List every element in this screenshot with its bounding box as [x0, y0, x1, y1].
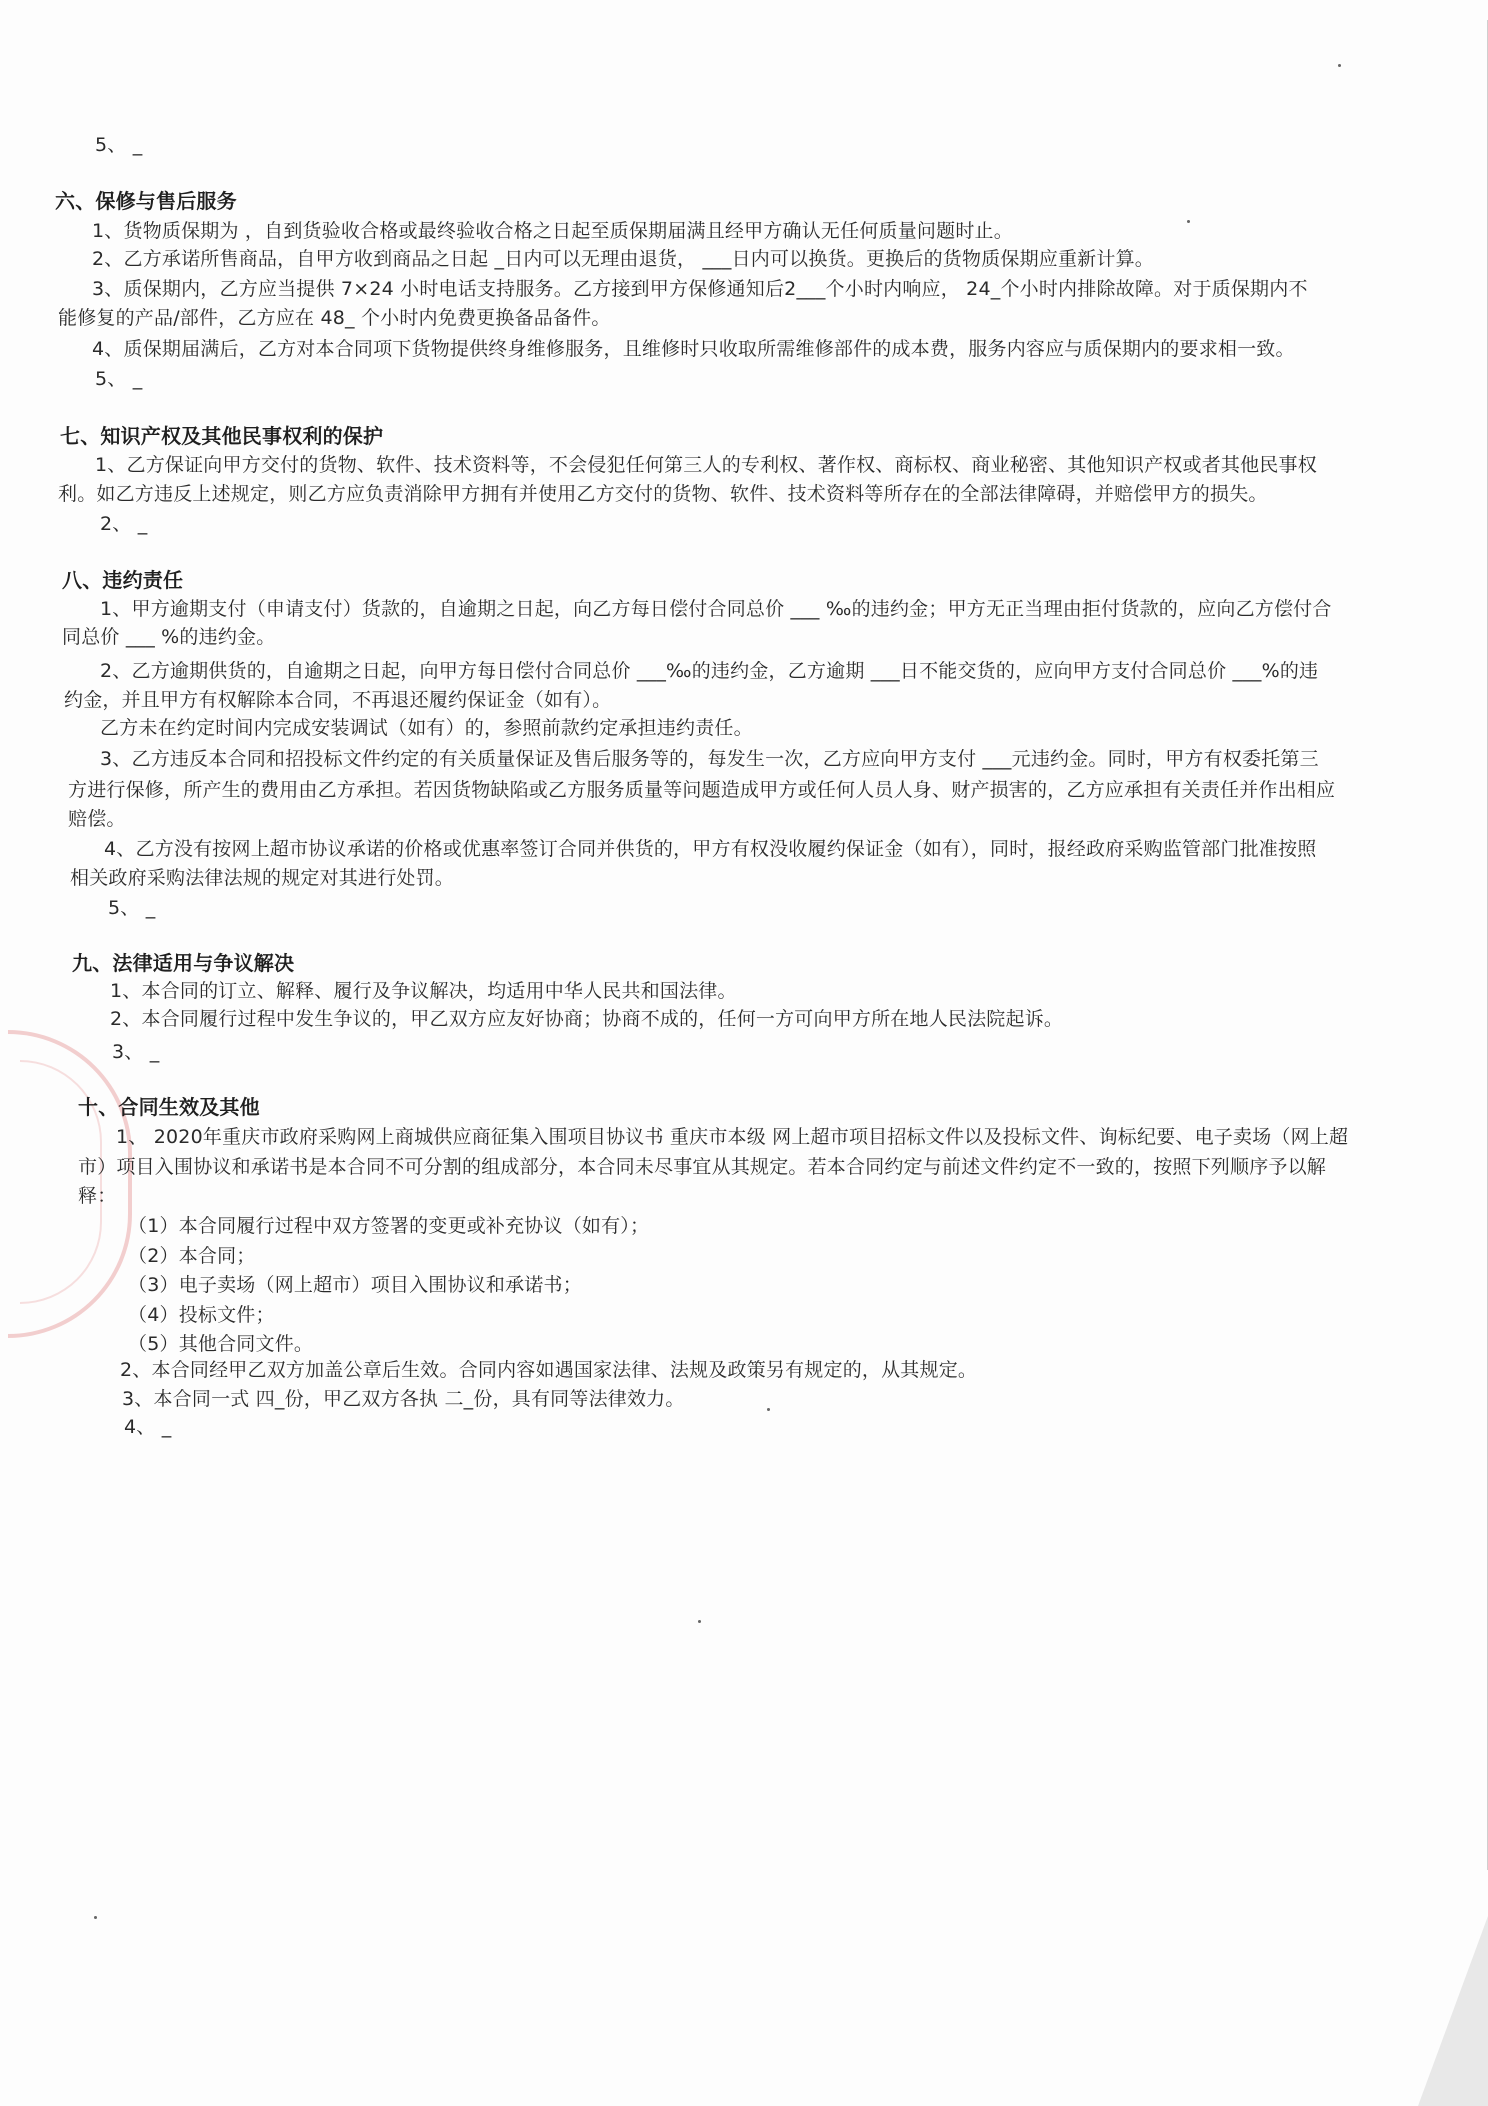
- list-item: 5、 _: [95, 134, 143, 156]
- paragraph-line: 3、本合同一式 四_份，甲乙双方各执 二_份，具有同等法律效力。: [122, 1388, 685, 1410]
- section-heading-effectiveness: 十、合同生效及其他: [78, 1095, 260, 1119]
- section-heading-liability: 八、违约责任: [62, 568, 184, 592]
- list-item: 4、 _: [124, 1416, 172, 1438]
- paragraph-line: 1、甲方逾期支付（申请支付）货款的，自逾期之日起，向乙方每日偿付合同总价 ___ ‰的违约金；甲方无正当理由拒付货款的，应向乙方偿付合: [100, 598, 1332, 620]
- paragraph-line: 3、乙方违反本合同和招投标文件约定的有关质量保证及售后服务等的，每发生一次，乙方应向甲方支付 ___元违约金。同时，甲方有权委托第三: [100, 748, 1319, 770]
- list-item: （1）本合同履行过程中双方签署的变更或补充协议（如有）；: [128, 1215, 650, 1237]
- paragraph-line: 方进行保修，所产生的费用由乙方承担。若因货物缺陷或乙方服务质量等问题造成甲方或任何人员人身、财产损害的，乙方应承担有关责任并作出相应: [68, 779, 1336, 801]
- paragraph-line: 3、质保期内，乙方应当提供 7×24 小时电话支持服务。乙方接到甲方保修通知后2___个小时内响应， 24_个小时内排除故障。对于质保期内不: [92, 278, 1308, 300]
- paragraph-line: 相关政府采购法律法规的规定对其进行处罚。: [70, 867, 455, 889]
- paragraph-line: 2、本合同履行过程中发生争议的，甲乙双方应友好协商；协商不成的，任何一方可向甲方所在地人民法院起诉。: [110, 1008, 1064, 1030]
- scan-speck: [698, 1620, 701, 1623]
- section-heading-law: 九、法律适用与争议解决: [72, 951, 295, 975]
- list-item: （5）其他合同文件。: [128, 1333, 314, 1355]
- paragraph-line: 约金，并且甲方有权解除本合同，不再退还履约保证金（如有）。: [64, 689, 612, 711]
- paragraph-line: 2、乙方承诺所售商品，自甲方收到商品之日起 _日内可以无理由退货， ___日内可以换货。更换后的货物质保期应重新计算。: [92, 248, 1154, 270]
- paragraph-line: 释：: [78, 1185, 117, 1207]
- paragraph-line: 市）项目入围协议和承诺书是本合同不可分割的组成部分，本合同未尽事宜从其规定。若本合同约定与前述文件约定不一致的，按照下列顺序予以解: [78, 1156, 1327, 1178]
- list-item: 2、 _: [100, 513, 148, 535]
- page-fold-corner: [1418, 1916, 1488, 2106]
- scan-speck: [767, 1408, 770, 1411]
- scan-speck: [1338, 64, 1341, 67]
- paragraph-line: 赔偿。: [68, 808, 126, 830]
- scan-speck: [1187, 220, 1190, 223]
- section-heading-ip: 七、知识产权及其他民事权利的保护: [60, 424, 384, 448]
- list-item: 3、 _: [112, 1041, 160, 1063]
- paragraph-line: 1、本合同的订立、解释、履行及争议解决，均适用中华人民共和国法律。: [110, 980, 737, 1002]
- paragraph-line: 1、货物质保期为 ，自到货验收合格或最终验收合格之日起至质保期届满且经甲方确认无任何质量问题时止。: [92, 220, 1013, 242]
- paragraph-line: 1、乙方保证向甲方交付的货物、软件、技术资料等，不会侵犯任何第三人的专利权、著作权、商标权、商业秘密、其他知识产权或者其他民事权: [95, 454, 1317, 476]
- list-item: （2）本合同；: [128, 1245, 256, 1267]
- paragraph-line: 乙方未在约定时间内完成安装调试（如有）的，参照前款约定承担违约责任。: [100, 717, 753, 739]
- scan-speck: [94, 1916, 97, 1919]
- paragraph-line: 利。如乙方违反上述规定，则乙方应负责消除甲方拥有并使用乙方交付的货物、软件、技术资料等所存在的全部法律障碍，并赔偿甲方的损失。: [58, 483, 1268, 505]
- paragraph-line: 能修复的产品/部件，乙方应在 48_ 个小时内免费更换备品备件。: [58, 307, 611, 329]
- list-item: （4）投标文件；: [128, 1304, 275, 1326]
- list-item: 5、 _: [95, 368, 143, 390]
- list-item: 5、 _: [108, 897, 156, 919]
- paragraph-line: 2、本合同经甲乙双方加盖公章后生效。合同内容如遇国家法律、法规及政策另有规定的，从其规定。: [120, 1359, 978, 1381]
- list-item: （3）电子卖场（网上超市）项目入围协议和承诺书；: [128, 1274, 582, 1296]
- paragraph-line: 4、质保期届满后，乙方对本合同项下货物提供终身维修服务，且维修时只收取所需维修部件的成本费，服务内容应与质保期内的要求相一致。: [92, 338, 1295, 360]
- paragraph-line: 1、 2020年重庆市政府采购网上商城供应商征集入围项目协议书 重庆市本级 网上超市项目招标文件以及投标文件、询标纪要、电子卖场（网上超: [116, 1126, 1349, 1148]
- paragraph-line: 同总价 ___ %的违约金。: [62, 626, 276, 648]
- section-heading-warranty: 六、保修与售后服务: [55, 189, 237, 213]
- paragraph-line: 4、乙方没有按网上超市协议承诺的价格或优惠率签订合同并供货的，甲方有权没收履约保证金（如有），同时，报经政府采购监管部门批准按照: [104, 838, 1317, 860]
- paragraph-line: 2、乙方逾期供货的，自逾期之日起，向甲方每日偿付合同总价 ___‰的违约金，乙方逾期 ___日不能交货的，应向甲方支付合同总价 ___%的违: [100, 660, 1319, 682]
